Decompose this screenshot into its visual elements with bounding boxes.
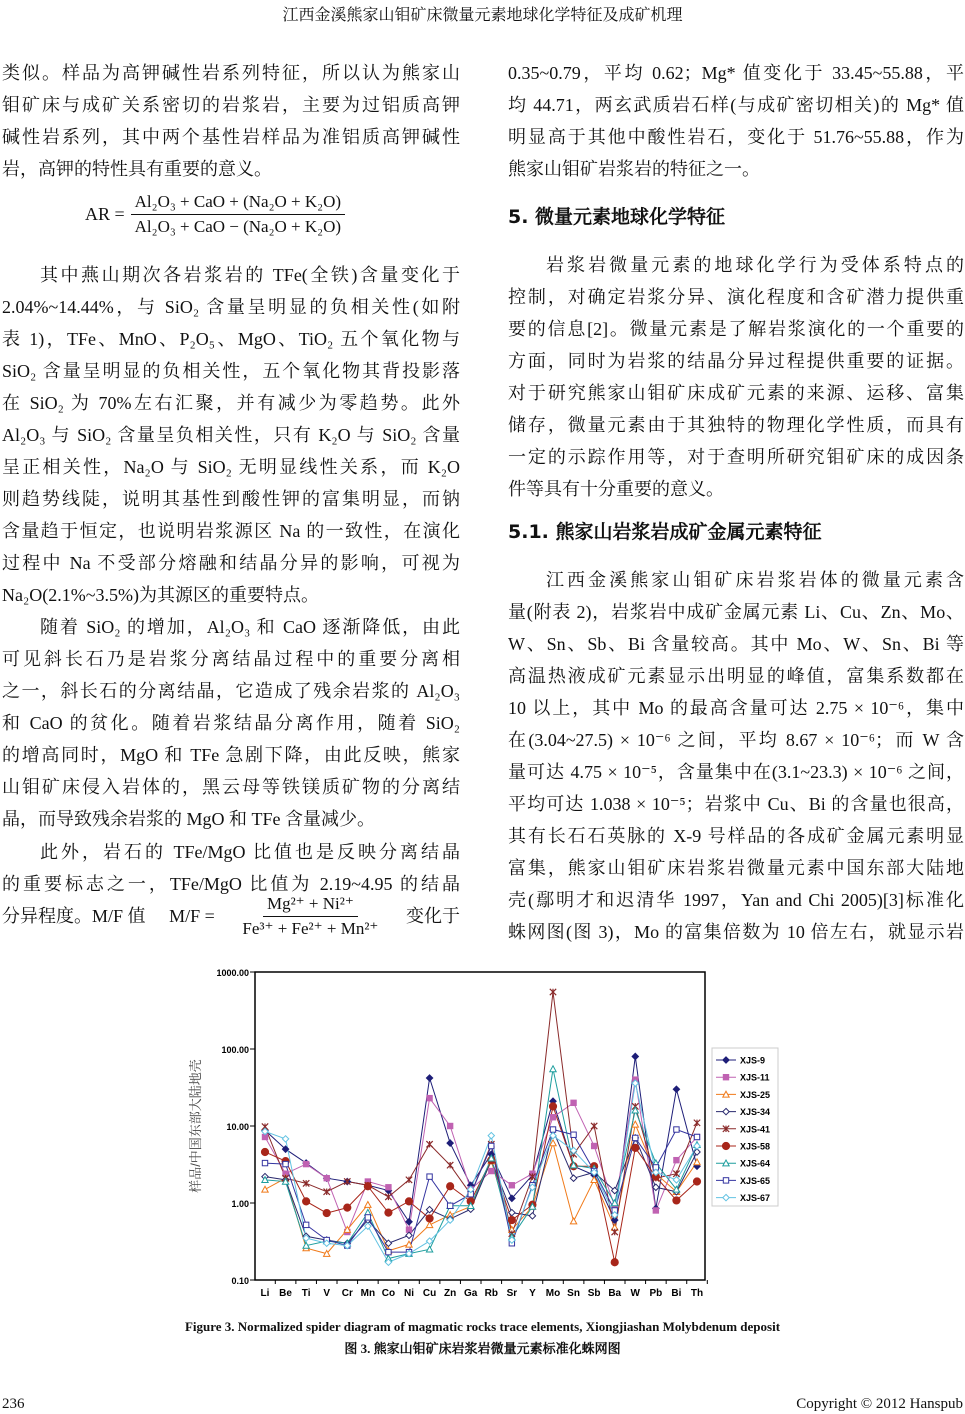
paragraph	[508, 564, 964, 948]
data-point	[674, 1127, 679, 1132]
legend-label: XJS-58	[740, 1141, 771, 1152]
text-line: Al₂O₃ 与 SiO₂ 含量呈负相关性，只有 K₂O 与 SiO₂ 含量	[2, 425, 460, 445]
data-point	[632, 1053, 638, 1059]
paragraph	[2, 611, 460, 835]
data-point	[508, 1216, 515, 1223]
data-point	[550, 1115, 555, 1120]
paragraph	[2, 836, 460, 900]
text-line: 高温热液成矿元素显示出明显的峰值，富集系数都在	[508, 666, 964, 686]
data-point	[549, 1103, 556, 1110]
figure-caption-en: Figure 3. Normalized spider diagram of magmatic rocks trace elements, Xiongjiashan Molybdenum deposit	[184, 1319, 781, 1334]
data-point	[489, 1168, 494, 1173]
legend-marker	[723, 1075, 728, 1080]
x-tick-label: Sb	[587, 1288, 601, 1299]
text-line: 量(附表 2)，岩浆岩中成矿金属元素 Li、Cu、Zn、Mo、	[508, 602, 964, 622]
data-point	[427, 1095, 432, 1100]
data-point	[447, 1162, 453, 1168]
text-line: 件等具有十分重要的意义。	[508, 479, 724, 499]
legend-label: XJS-65	[740, 1175, 771, 1186]
text-line: 控制，对确定岩浆分异、演化程度和含矿潜力提供重	[508, 287, 964, 307]
x-tick-label: Rb	[484, 1288, 498, 1299]
section-heading: 5. 微量元素地球化学特征	[508, 206, 726, 228]
text-line: 均 44.71，两玄武质岩石样(与成矿密切相关)的 Mg* 值	[508, 95, 964, 115]
spider-diagram	[180, 955, 780, 1305]
mf-fraction	[238, 894, 382, 939]
text-line: 蛛网图(图 3)，Mo 的富集倍数为 10 倍左右，就显示岩	[508, 922, 964, 942]
data-point	[529, 1213, 535, 1219]
paragraph	[508, 57, 964, 185]
text-line: 2.04%~14.44%，与 SiO₂ 含量呈明显的负相关性(如附	[2, 297, 460, 317]
paragraph	[508, 249, 964, 505]
legend-label: XJS-11	[740, 1072, 770, 1083]
text-line: 储存，微量元素由于其独特的物理化学性质，而具有	[508, 415, 964, 435]
legend-label: XJS-67	[740, 1193, 771, 1204]
legend-label: XJS-41	[740, 1124, 771, 1135]
data-point	[488, 1132, 494, 1138]
data-point	[653, 1208, 658, 1213]
data-point	[365, 1202, 371, 1208]
text-line: W、Sn、Sb、Bi 含量较高。其中 Mo、W、Sn、Bi 等	[508, 634, 964, 654]
running-header: 江西金溪熊家山钼矿床微量元素地球化学特征及成矿机理	[282, 7, 683, 24]
data-point	[694, 1143, 700, 1149]
data-point	[386, 1249, 391, 1254]
text-line: 岩，高钾的特性具有重要的意义。	[2, 159, 272, 179]
x-tick-label: Li	[260, 1288, 270, 1299]
text-line: 随着 SiO₂ 的增加，Al₂O₃ 和 CaO 逐渐降低，由此	[40, 617, 460, 637]
y-axis-label: 样品/中国东部大陆地壳	[188, 1059, 203, 1193]
text: 变化于	[405, 906, 460, 926]
data-point	[447, 1140, 453, 1146]
data-point	[303, 1161, 308, 1166]
data-point	[405, 1198, 412, 1205]
x-tick-label: Sn	[567, 1288, 580, 1299]
legend-marker	[722, 1142, 729, 1149]
text-line: 一定的示踪作用等，对于查明所研究钼矿床的成因条	[508, 447, 964, 467]
text-line: 平均可达 1.038 × 10⁻⁵；岩浆中 Cu、Bi 的含量也很高，	[508, 794, 964, 814]
text-line: 含量趋于恒定，也说明岩浆源区 Na 的一致性，在演化	[2, 521, 460, 541]
data-point	[612, 1229, 618, 1235]
y-tick-label: 0.10	[231, 1276, 249, 1286]
text-line: 类似。样品为高钾碱性岩系列特征，所以认为熊家山	[2, 63, 460, 83]
data-point	[611, 1259, 618, 1266]
text: M/F =	[169, 906, 215, 926]
data-point	[633, 1135, 638, 1140]
series-line-XJS-67	[265, 1083, 697, 1262]
text-line: 则趋势线陡，说明其基性到酸性钾的富集明显，而钠	[2, 489, 460, 509]
x-tick-label: Cr	[341, 1288, 353, 1299]
data-point	[447, 1203, 452, 1208]
data-point	[386, 1185, 391, 1190]
data-point	[385, 1194, 391, 1200]
data-point	[673, 1177, 679, 1183]
x-tick-label: Y	[529, 1288, 536, 1299]
text-line: 晶，而导致残余岩浆的 MgO 和 TFe 含量减少。	[2, 809, 375, 829]
subsection-heading: 5.1. 熊家山岩浆岩成矿金属元素特征	[508, 521, 822, 543]
text-line: 0.35~0.79，平均 0.62；Mg* 值变化于 33.45~55.88，平	[508, 63, 964, 83]
y-tick-label: 10.00	[226, 1122, 249, 1132]
text-line: 量可达 4.75 × 10⁻⁵，含量集中在(3.1~23.3) × 10⁻⁶ 之间，	[508, 762, 964, 782]
x-tick-label: Sr	[506, 1288, 518, 1299]
x-tick-label: W	[630, 1288, 641, 1299]
text-line: 10 以上，其中 Mo 的最高含量可达 2.75 × 10⁻⁶，集中	[508, 698, 964, 718]
data-point	[261, 1148, 268, 1155]
text-line: 壳(鄢明才和迟清华 1997，Yan and Chi 2005)[3]标准化	[508, 890, 964, 910]
text: 分异程度。M/F 值	[2, 906, 146, 926]
text-line: 江西金溪熊家山钼矿床岩浆岩体的微量元素含	[546, 570, 964, 590]
data-point	[550, 1066, 556, 1072]
text-line: 可见斜长石乃是岩浆分离结晶过程中的重要分离相	[2, 649, 460, 669]
data-point	[571, 1132, 576, 1137]
data-point	[262, 1186, 268, 1192]
text-line: 碱性岩系列，其中两个基性岩样品为准铝质高钾碱性	[2, 127, 460, 147]
data-point	[324, 1175, 329, 1180]
text-line: 其中燕山期次各岩浆岩的 TFe(全铁)含量变化于	[40, 265, 460, 285]
y-tick-label: 100.00	[221, 1045, 249, 1055]
x-tick-label: Cu	[422, 1288, 437, 1299]
figure-caption-zh: 图 3. 熊家山钼矿床岩浆岩微量元素标准化蛛网图	[344, 1341, 621, 1356]
data-point	[426, 1141, 432, 1147]
data-point	[262, 1160, 267, 1165]
formula-lhs: AR =	[85, 204, 125, 224]
x-tick-label: Zn	[444, 1288, 457, 1299]
data-point	[570, 1218, 576, 1224]
x-tick-label: Ba	[608, 1288, 622, 1299]
data-point	[509, 1183, 514, 1188]
data-point	[426, 1222, 432, 1228]
x-tick-label: Mo	[545, 1288, 561, 1299]
data-point	[673, 1086, 679, 1092]
x-tick-label: Co	[381, 1288, 396, 1299]
data-point	[570, 1175, 576, 1181]
data-point	[674, 1157, 679, 1162]
paragraph	[2, 57, 460, 185]
text-line: 熊家山钼矿岩浆岩的特征之一。	[508, 159, 760, 179]
data-point	[426, 1215, 433, 1222]
data-point	[550, 989, 556, 995]
legend-label: XJS-64	[740, 1158, 771, 1169]
text-line: 其有长石石英脉的 X-9 号样品的各成矿金属元素明显	[508, 826, 964, 846]
data-point	[282, 1136, 288, 1142]
copyright: Copyright © 2012 Hanspub	[796, 1396, 963, 1412]
data-point	[344, 1204, 351, 1211]
data-point	[303, 1222, 308, 1227]
text-line: 呈正相关性，Na₂O 与 SiO₂ 无明显线性关系，而 K₂O	[2, 457, 460, 477]
data-point	[550, 1127, 555, 1132]
numerator: Mg²⁺ + Ni²⁺	[263, 894, 358, 917]
data-point	[489, 1143, 494, 1148]
text-line: 钼矿床与成矿关系密切的岩浆岩，主要为过铝质高钾	[2, 95, 460, 115]
legend-marker	[723, 1178, 728, 1183]
denominator: Fe³⁺ + Fe²⁺ + Mn²⁺	[242, 918, 379, 938]
data-point	[365, 1215, 370, 1220]
data-point	[694, 1134, 699, 1139]
text-line: Na₂O(2.1%~3.5%)为其源区的重要特点。	[2, 585, 319, 605]
legend-label: XJS-34	[740, 1107, 771, 1118]
data-point	[447, 1123, 452, 1128]
text-line: 要的信息[2]。微量元素是了解岩浆演化的一个重要的	[508, 319, 964, 339]
text-line: 富集，熊家山钼矿床岩浆岩微量元素中国东部大陆地	[508, 858, 964, 878]
denominator: Al₂O₃ + CaO − (Na₂O + K₂O)	[134, 217, 342, 236]
text-line: 山钼矿床侵入岩体的，黑云母等铁镁质矿物的分离结	[2, 777, 460, 797]
text-line: 岩浆岩微量元素的地球化学行为受体系特点的	[546, 255, 964, 275]
text-line: 对于研究熊家山钼矿床成矿元素的来源、运移、富集	[508, 383, 964, 403]
y-tick-label: 1.00	[231, 1199, 249, 1209]
text-line: 之一，斜长石的分离结晶，它造成了残余岩浆的 Al₂O₃	[2, 681, 460, 701]
x-tick-label: Pb	[649, 1288, 663, 1299]
data-point	[632, 1144, 639, 1151]
text-line: 过程中 Na 不受部分熔融和结晶分异的影响，可视为	[2, 553, 460, 573]
data-point	[591, 1143, 596, 1148]
data-point	[571, 1100, 576, 1105]
text-line: 在(3.04~27.5) × 10⁻⁶ 之间，平均 8.67 × 10⁻⁶；而 W 含	[508, 730, 964, 750]
text-line: 表 1)，TFe、MnO、P₂O₅、MgO、TiO₂ 五个氧化物与	[2, 329, 460, 349]
text-line: 明显高于其他中酸性岩石，变化于 51.76~55.88，作为	[508, 127, 964, 147]
data-point	[447, 1183, 454, 1190]
numerator: Al₂O₃ + CaO + (Na₂O + K₂O)	[131, 192, 345, 215]
data-point	[426, 1075, 432, 1081]
x-tick-label: V	[323, 1288, 331, 1299]
data-point	[303, 1198, 310, 1205]
x-tick-label: Mn	[360, 1288, 376, 1299]
x-tick-label: Ga	[464, 1288, 478, 1299]
data-point	[283, 1161, 288, 1166]
data-point	[591, 1123, 597, 1129]
text-line: 的增高同时，MgO 和 TFe 急剧下降，由此反映，熊家	[2, 745, 460, 765]
data-point	[323, 1209, 330, 1216]
data-point	[694, 1120, 700, 1126]
text-line: SiO₂ 含量呈明显的负相关性，五个氧化物其背投影落	[2, 361, 460, 381]
legend-label: XJS-25	[740, 1089, 771, 1100]
data-point	[427, 1174, 432, 1179]
data-point	[406, 1177, 412, 1183]
text-line: 此外，岩石的 TFe/MgO 比值也是反映分离结晶	[40, 842, 460, 862]
text-line: 和 CaO 的贫化。随着岩浆结晶分离作用，随着 SiO₂	[2, 713, 460, 733]
legend-label: XJS-9	[740, 1055, 766, 1066]
page-number: 236	[2, 1396, 25, 1412]
ar-formula	[85, 192, 345, 237]
text-line: 在 SiO₂ 为 70%左右汇聚，并有减少为零趋势。此外	[2, 393, 460, 413]
data-point	[693, 1178, 700, 1185]
x-tick-label: Bi	[671, 1288, 682, 1299]
paragraph-formula-line	[2, 893, 460, 938]
x-tick-label: Be	[279, 1288, 292, 1299]
x-tick-label: Ni	[404, 1288, 414, 1299]
data-point	[324, 1189, 330, 1195]
data-point	[426, 1246, 432, 1252]
x-tick-label: Th	[690, 1288, 704, 1299]
text-line: 的重要标志之一，TFe/MgO 比值为 2.19~4.95 的结晶	[2, 874, 460, 894]
x-tick-label: Ti	[301, 1288, 311, 1299]
data-point	[303, 1180, 309, 1186]
fraction	[131, 192, 345, 237]
text-line: 方面，同时为岩浆的结晶分异过程提供重要的证据。	[508, 351, 964, 371]
data-point	[673, 1197, 680, 1204]
data-point	[385, 1209, 392, 1216]
y-tick-label: 1000.00	[216, 968, 249, 978]
paragraph	[2, 259, 460, 611]
data-point	[364, 1183, 371, 1190]
